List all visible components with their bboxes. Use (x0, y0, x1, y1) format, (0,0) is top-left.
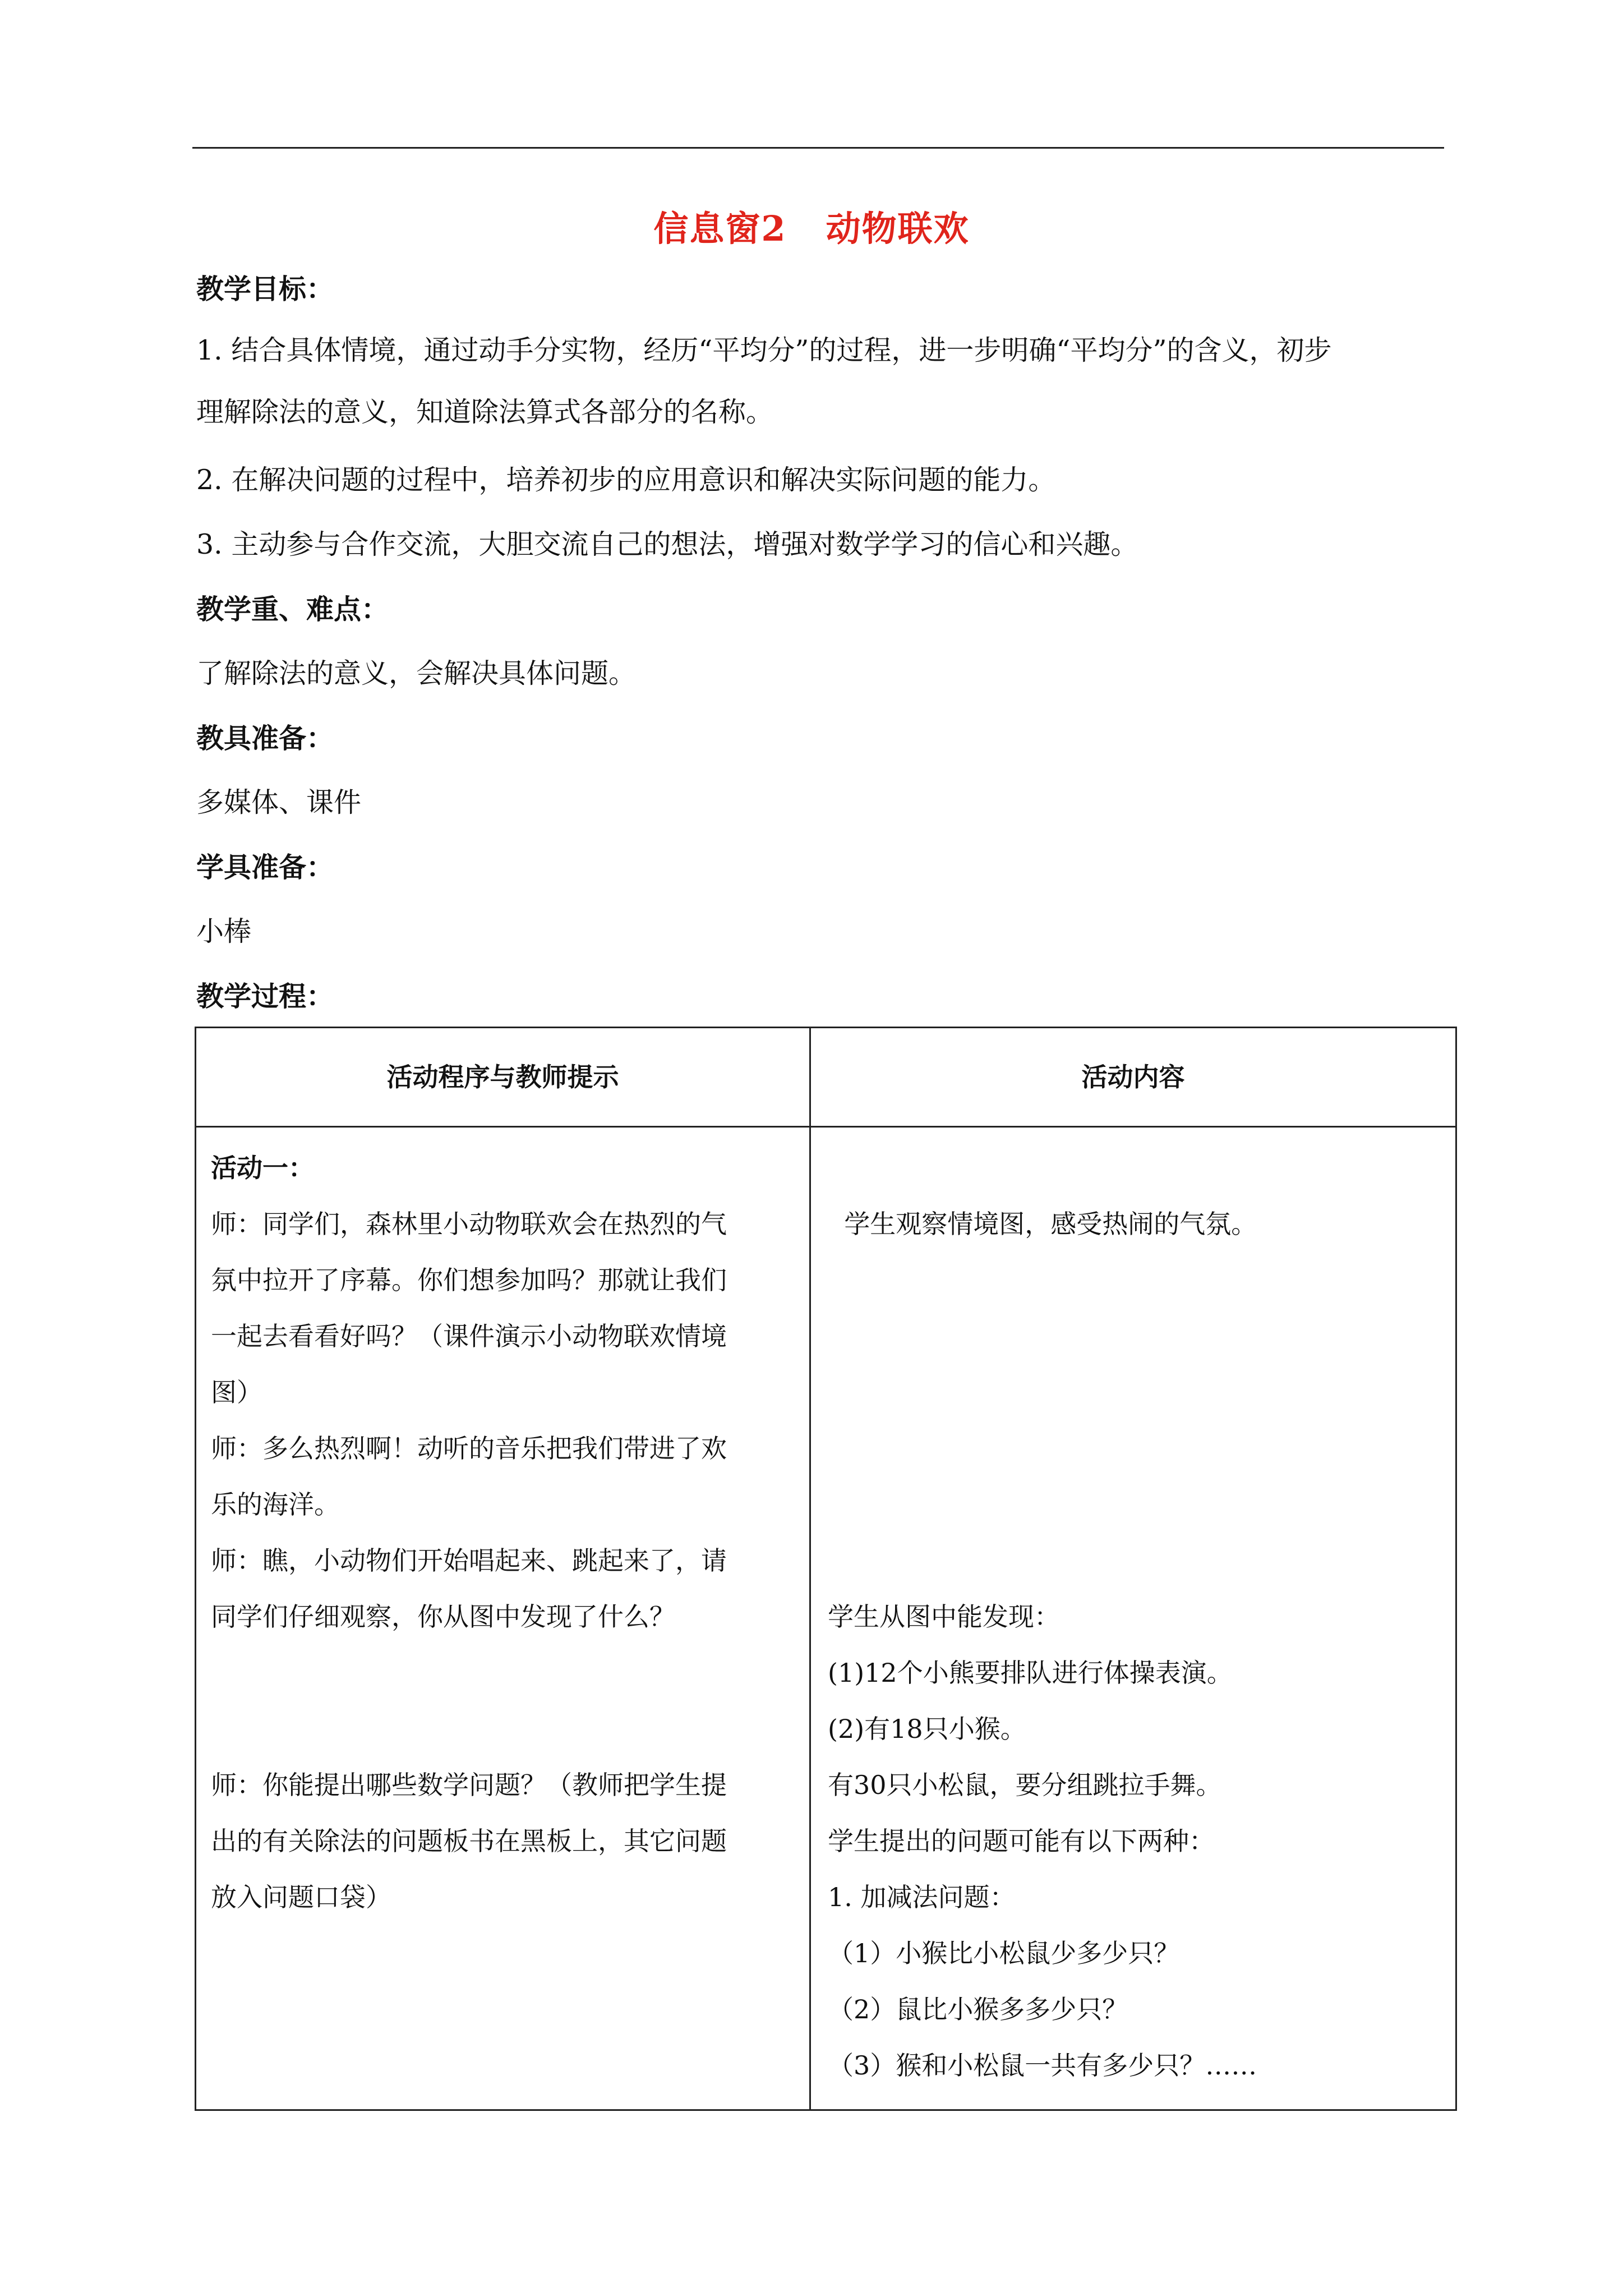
procedure-line: 同学们仔细观察，你从图中发现了什么？ (211, 1602, 675, 1632)
procedure-line: 出的有关除法的问题板书在黑板上，其它问题 (211, 1826, 727, 1856)
content-line (828, 1252, 1441, 1308)
content-line: （3）猴和小松鼠一共有多少只？…… (828, 2050, 1257, 2081)
column-header-procedure: 活动程序与教师提示 (196, 1028, 810, 1127)
content-line (828, 1420, 1441, 1476)
content-line: 学生提出的问题可能有以下两种： (828, 1826, 1215, 1856)
title-part1: 信息窗2 (653, 208, 787, 249)
procedure-line: 师：瞧，小动物们开始唱起来、跳起来了，请 (211, 1545, 727, 1576)
procedure-line: 一起去看看好吗？（课件演示小动物联欢情境 (211, 1321, 727, 1351)
key-points-text: 了解除法的意义，会解决具体问题。 (196, 657, 637, 689)
content-line (828, 1364, 1441, 1420)
objectives-heading: 教学目标： (196, 273, 334, 305)
procedure-line: 乐的海洋。 (211, 1489, 340, 1520)
objective-1-line-2: 理解除法的意义，知道除法算式各部分的名称。 (196, 396, 774, 428)
content-line: (1)12个小熊要排队进行体操表演。 (828, 1658, 1233, 1688)
teaching-aids-text: 多媒体、课件 (196, 786, 362, 818)
content-line (828, 1140, 1441, 1196)
procedure-line: 氛中拉开了序幕。你们想参加吗？那就让我们 (211, 1265, 727, 1295)
objective-3: 3. 主动参与合作交流，大胆交流自己的想法，增强对数学学习的信心和兴趣。 (196, 528, 1138, 560)
table-row (196, 1127, 1456, 2110)
content-line (828, 1533, 1441, 1589)
content-line (828, 1476, 1441, 1533)
procedure-line: 放入问题口袋） (211, 1882, 391, 1912)
procedure-line (211, 1645, 795, 1701)
content-line (828, 1308, 1441, 1364)
content-line: （2）鼠比小猴多多少只？ (828, 1994, 1128, 2024)
procedure-line (211, 1701, 795, 1757)
content-line: 有30只小松鼠，要分组跳拉手舞。 (828, 1770, 1222, 1800)
content-line: (2)有18只小猴。 (828, 1714, 1026, 1744)
procedure-cell (196, 1127, 810, 2110)
content-line: （1）小猴比小松鼠少多少只？ (828, 1938, 1180, 1968)
activity-label: 活动一： (211, 1153, 314, 1183)
title-part2: 动物联欢 (826, 208, 970, 249)
content-line: 学生从图中能发现： (828, 1602, 1060, 1632)
page-title (0, 206, 1623, 251)
content-line: 1. 加减法问题： (828, 1882, 1016, 1912)
table-header-row (196, 1028, 1456, 1127)
teaching-aids-heading: 教具准备： (196, 722, 334, 754)
content-line: 学生观察情境图，感受热闹的气氛。 (828, 1209, 1257, 1239)
key-points-heading: 教学重、难点： (196, 593, 389, 625)
procedure-line: 图） (211, 1377, 262, 1407)
process-table (195, 1027, 1457, 2111)
procedure-line: 师：你能提出哪些数学问题？（教师把学生提 (211, 1770, 727, 1800)
procedure-line: 师：多么热烈啊！动听的音乐把我们带进了欢 (211, 1433, 727, 1464)
column-header-content: 活动内容 (810, 1028, 1456, 1127)
procedure-line: 师：同学们，森林里小动物联欢会在热烈的气 (211, 1209, 727, 1239)
student-aids-text: 小棒 (196, 915, 252, 947)
objective-2: 2. 在解决问题的过程中，培养初步的应用意识和解决实际问题的能力。 (196, 464, 1056, 496)
objective-1-line-1: 1. 结合具体情境，通过动手分实物，经历“平均分”的过程，进一步明确“平均分”的含义，初步 (196, 334, 1332, 366)
student-aids-heading: 学具准备： (196, 851, 334, 884)
content-cell (810, 1127, 1456, 2110)
process-heading: 教学过程： (196, 980, 334, 1013)
header-rule (192, 147, 1444, 149)
